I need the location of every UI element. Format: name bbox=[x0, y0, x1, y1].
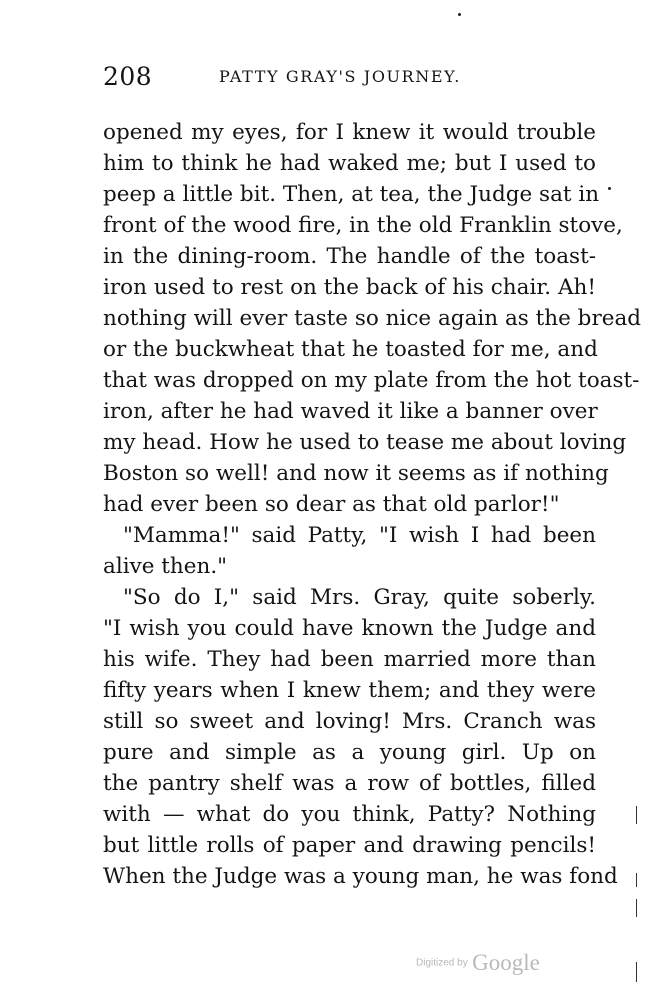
text-line: iron used to rest on the back of his chair. Ah! bbox=[103, 275, 596, 300]
text-line: nothing will ever taste so nice again as the bread bbox=[103, 306, 642, 331]
text-line: with — what do you think, Patty? Nothing bbox=[103, 802, 596, 827]
text-line: or the buckwheat that he toasted for me, and bbox=[103, 337, 598, 362]
scan-mark bbox=[636, 899, 637, 917]
text-line: "So do I," said Mrs. Gray, quite soberly. bbox=[123, 585, 596, 610]
body-text bbox=[103, 117, 642, 892]
text-line: my head. How he used to tease me about loving bbox=[103, 430, 627, 455]
text-line: pure and simple as a young girl. Up on bbox=[103, 740, 596, 765]
text-line: opened my eyes, for I knew it would trouble bbox=[103, 120, 596, 145]
text-line: that was dropped on my plate from the hot toast- bbox=[103, 368, 640, 393]
scan-mark bbox=[636, 962, 637, 982]
text-line: When the Judge was a young man, he was fond bbox=[103, 864, 618, 889]
text-line: iron, after he had waved it like a banner over bbox=[103, 399, 598, 424]
text-line: "I wish you could have known the Judge and bbox=[103, 616, 596, 641]
text-line: his wife. They had been married more than bbox=[103, 647, 596, 672]
scan-mark bbox=[636, 806, 637, 824]
page-number: 208 bbox=[103, 62, 153, 91]
running-head: PATTY GRAY'S JOURNEY. bbox=[219, 67, 461, 86]
text-line: had ever been so dear as that old parlor!" bbox=[103, 492, 560, 517]
scan-mark bbox=[636, 873, 637, 887]
text-line: still so sweet and loving! Mrs. Cranch was bbox=[103, 709, 596, 734]
text-line: Boston so well! and now it seems as if nothing bbox=[103, 461, 609, 486]
text-line: alive then." bbox=[103, 554, 228, 579]
text-line: front of the wood fire, in the old Franklin stove, bbox=[103, 213, 623, 238]
text-line: in the dining-room. The handle of the toast- bbox=[103, 244, 596, 269]
text-line: peep a little bit. Then, at tea, the Judge sat in bbox=[103, 182, 600, 207]
text-line: fifty years when I knew them; and they were bbox=[103, 678, 596, 703]
text-line: the pantry shelf was a row of bottles, filled bbox=[103, 771, 596, 796]
digitized-watermark bbox=[416, 950, 540, 976]
watermark-prefix: Digitized by bbox=[416, 957, 468, 969]
text-line: him to think he had waked me; but I used to bbox=[103, 151, 596, 176]
google-logo: Google bbox=[472, 950, 540, 975]
text-line: "Mamma!" said Patty, "I wish I had been bbox=[123, 523, 596, 548]
text-line: but little rolls of paper and drawing pencils! bbox=[103, 833, 596, 858]
scan-speck bbox=[608, 187, 611, 190]
scan-speck bbox=[458, 13, 461, 16]
